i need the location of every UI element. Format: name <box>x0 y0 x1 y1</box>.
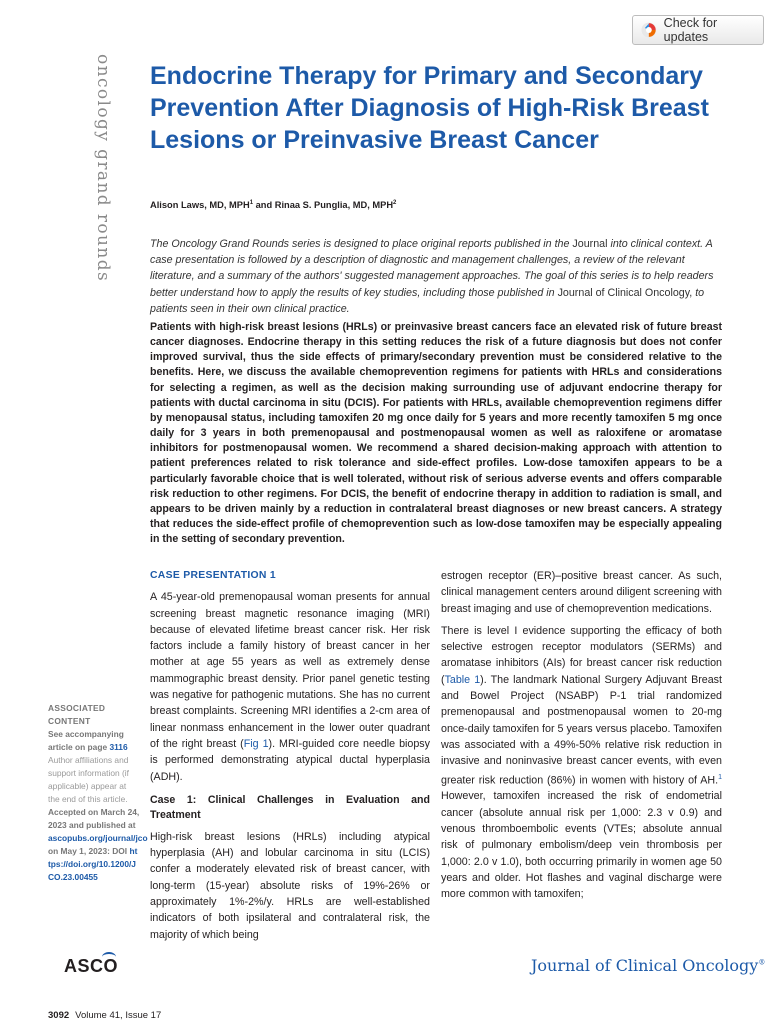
affiliations-note: Author affiliations and support information (if applicable) appear at the end of this article. <box>48 755 129 804</box>
figure-link[interactable]: Fig 1 <box>243 737 269 750</box>
paragraph-evidence: There is level I evidence supporting the efficacy of both selective estrogen receptor modulators (SERMs) and aromatase inhibitors (AIs) for breast cancer risk reduction (Table 1). The landmark National Surgery Adjuvant Breast and Bowel Project (NSABP) P-1 trial randomized premenopausal and postmenopausal women to 20-mg once-daily tamoxifen for 5 years versus placebo. Tamoxifen was associated with a 49%-50% relative risk reduction in invasive and noninvasive breast cancer events, with even greater risk reduction (86%) in women with history of AH.$^1$ However, tamoxifen increased the risk of endometrial cancer (absolute annual risk per 1,000: 2.3 v 0.9) and venous thromboembolic events (VTEs; absolute annual risk of pulmonary embolism/deep vein thrombosis per 1,000: 2.0 v 1.0), both occurring primarily in women age 50 years and older. Hot flashes and vaginal discharge were more common with tamoxifen; <box>441 624 722 901</box>
author-line: Alison Laws, MD, MPH$^1$ and Rinaa S. Punglia, MD, MPH$^2$ <box>150 200 397 211</box>
author-2: Rinaa S. Punglia, MD, MPH <box>274 200 394 211</box>
page-footer <box>48 1010 161 1021</box>
reference-link[interactable]: 1 <box>718 773 722 781</box>
table-link[interactable]: Table 1 <box>444 673 481 686</box>
asco-arc-icon <box>102 952 116 962</box>
series-side-label: oncology grand rounds <box>93 54 113 283</box>
accompanying-article-note: See accompanying article on page 3116 <box>48 729 128 752</box>
series-intro: The Oncology Grand Rounds series is designed to place original reports published in the Journal into clinical context. A case presentation is followed by a description of diagnostic and management challenges, a review of the relevant literature, and a summary of the authors' suggested management approaches. The goal of this series is to help readers better understand how to apply the results of key studies, including those published in Journal of Clinical Oncology, to patients seen in their own clinical practice. <box>150 238 714 315</box>
doi-link[interactable]: https://doi.org/10.1200/JCO.23.00455 <box>48 846 138 882</box>
article-title: Endocrine Therapy for Primary and Secondary Prevention After Diagnosis of High-Risk Breast Lesions or Preinvasive Breast Cancer <box>150 62 709 154</box>
article-sidebar <box>48 702 148 884</box>
crossmark-icon <box>641 22 657 38</box>
right-column <box>441 568 722 909</box>
section-heading: CASE PRESENTATION 1 <box>150 570 276 581</box>
publication-note: Accepted on March 24, 2023 and published at ascopubs.org/journal/jco on May 1, 2023: DOI https://doi.org/10.1200/JCO.23.00455 <box>48 807 148 882</box>
asco-logo: ASCO <box>64 956 118 977</box>
left-column <box>150 568 430 949</box>
page-number: 3092 <box>48 1010 70 1021</box>
check-for-updates-label: Check for updates <box>663 16 718 44</box>
page-link[interactable]: 3116 <box>109 742 128 752</box>
paragraph-er: estrogen receptor (ER)–positive breast cancer. As such, clinical management centers around diligent screening with breast imaging and use of chemoprevention medications. <box>441 570 722 615</box>
abstract: Patients with high-risk breast lesions (HRLs) or preinvasive breast cancers face an elevated risk of future breast cancer diagnoses. Endocrine therapy in this setting reduces the risk of a future diagnosis but does not confer improved survival, thus the side effects of primary/secondary prevention must be considered relative to the benefits. Here, we discuss the available chemoprevention regimens for patients with HRLs and considerations for selecting a regimen, as well as the decision making surrounding use of adjuvant endocrine therapy for patients with ductal carcinoma in situ (DCIS). For patients with HRLs, available chemoprevention regimens differ by menopausal status, including tamoxifen 20 mg once daily for 5 years and more recently tamoxifen 5 mg once daily for 3 years in both premenopausal and postmenopausal women as well as raloxifene or aromatase inhibitors for postmenopausal women. We recommend a shared decision-making approach with attention to patient preferences related to risk tolerance and side-effect profiles. Low-dose tamoxifen appears to be a particularly favorable choice that is well tolerated, without risk of serious adverse events and offers comparable risk reduction to other regimens. For DCIS, the benefit of endocrine therapy in addition to radiation is small, and appears to be driven mainly by a reduction in contralateral breast diagnoses or new breast cancers. A strategy that reduces the side-effect profile of chemoprevention such as low-dose tamoxifen may be especially appealing in the setting of secondary prevention. <box>150 321 722 546</box>
associated-content-heading: ASSOCIATED CONTENT <box>48 703 106 726</box>
subsection-heading: Case 1: Clinical Challenges in Evaluation and Treatment <box>150 793 430 821</box>
journal-logo: Journal of Clinical Oncology® <box>531 956 766 975</box>
author-1: Alison Laws, MD, MPH <box>150 200 250 211</box>
volume-issue: Volume 41, Issue 17 <box>75 1010 162 1021</box>
journal-site-link[interactable]: ascopubs.org/journal/jco <box>48 833 148 843</box>
challenges-paragraph: High-risk breast lesions (HRLs) including atypical hyperplasia (AH) and lobular carcinoma in situ (LCIS) confer a moderately elevated risk of breast cancer, with long-term (15-year) absolute risks of 19%-26% or approximately 1%-2%/y. HRLs are well-established indicators of both ipsilateral and contralateral risk, the majority of which being <box>150 830 430 941</box>
case-paragraph: A 45-year-old premenopausal woman presents for annual screening breast magnetic resonance imaging (MRI) because of elevated lifetime breast cancer risk. Her risk factors include a family history of breast cancer in her mother at age 55 years as well as extremely dense mammographic breast density. Prior panel genetic testing was negative for pathogenic mutations. She has no current breast complaints. Screening MRI identifies a 2-cm area of linear nonmass enhancement in the lower outer quadrant of the right breast (Fig 1). MRI-guided core needle biopsy is performed demonstrating atypical ductal hyperplasia (ADH). <box>150 591 430 783</box>
check-for-updates-button[interactable] <box>632 15 764 45</box>
